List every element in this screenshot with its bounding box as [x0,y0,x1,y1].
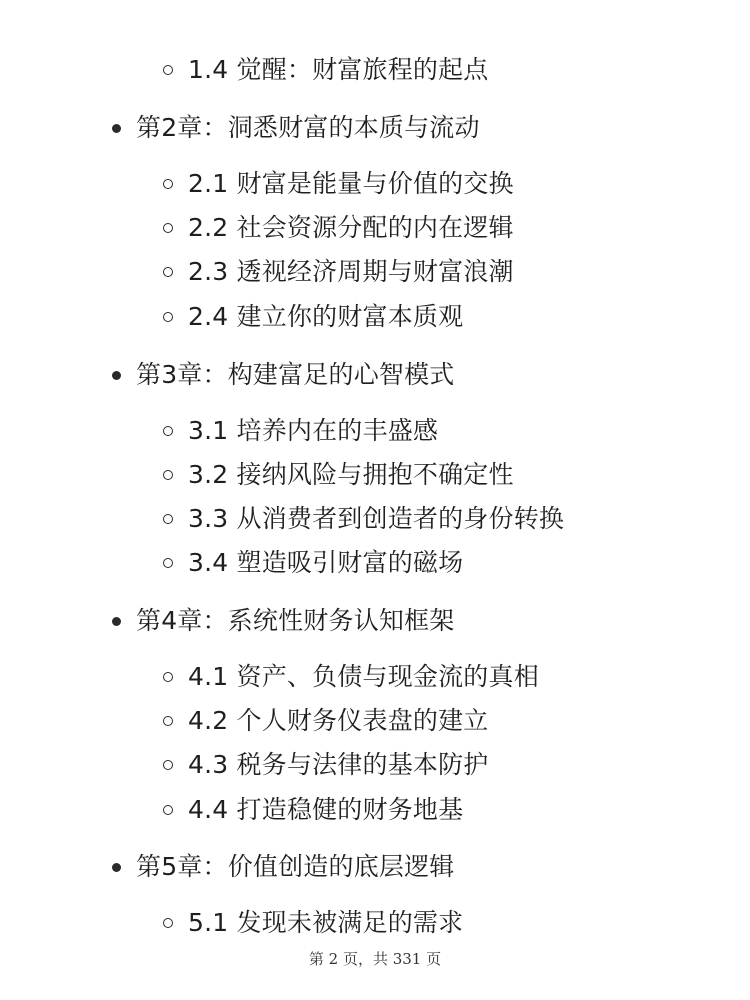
section-title: 2.1 财富是能量与价值的交换 [188,169,514,198]
hollow-bullet-icon [163,514,173,524]
toc-section-item [0,297,463,337]
hollow-bullet-icon [163,312,173,322]
hollow-bullet-icon [163,558,173,568]
hollow-bullet-icon [163,179,173,189]
section-title: 1.4 觉醒：财富旅程的起点 [188,55,489,84]
hollow-bullet-icon [163,223,173,233]
hollow-bullet-icon [163,716,173,726]
hollow-bullet-icon [163,805,173,815]
toc-section-item [0,208,514,248]
chapter-title: 第5章：价值创造的底层逻辑 [136,852,455,881]
section-title: 3.1 培养内在的丰盛感 [188,416,439,445]
section-title: 3.4 塑造吸引财富的磁场 [188,548,464,577]
filled-bullet-icon [112,617,121,626]
toc-chapter-item [0,355,455,395]
section-title: 2.2 社会资源分配的内在逻辑 [188,213,514,242]
toc-section-item [0,790,463,830]
toc-section-item [0,745,489,785]
hollow-bullet-icon [163,267,173,277]
section-title: 2.4 建立你的财富本质观 [188,302,464,331]
toc-section-item [0,499,564,539]
section-title: 3.2 接纳风险与拥抱不确定性 [188,460,514,489]
hollow-bullet-icon [163,918,173,928]
toc-section-item [0,252,514,292]
section-title: 4.3 税务与法律的基本防护 [188,750,489,779]
chapter-title: 第2章：洞悉财富的本质与流动 [136,113,480,142]
toc-section-item [0,164,514,204]
toc-chapter-item [0,601,455,641]
toc-section-item [0,455,514,495]
toc-section-item [0,701,489,741]
toc-section-item [0,903,463,943]
page-footer: 第 2 页，共 331 页 [308,950,442,968]
toc-section-item [0,50,489,90]
hollow-bullet-icon [163,470,173,480]
hollow-bullet-icon [163,672,173,682]
chapter-title: 第3章：构建富足的心智模式 [136,360,455,389]
section-title: 2.3 透视经济周期与财富浪潮 [188,257,514,286]
toc-section-item [0,411,438,451]
section-title: 3.3 从消费者到创造者的身份转换 [188,504,565,533]
toc-chapter-item [0,108,480,148]
section-title: 4.4 打造稳健的财务地基 [188,795,464,824]
hollow-bullet-icon [163,760,173,770]
section-title: 5.1 发现未被满足的需求 [188,908,464,937]
filled-bullet-icon [112,371,121,380]
section-title: 4.1 资产、负债与现金流的真相 [188,662,539,691]
chapter-title: 第4章：系统性财务认知框架 [136,606,455,635]
hollow-bullet-icon [163,426,173,436]
toc-section-item [0,657,539,697]
hollow-bullet-icon [163,65,173,75]
toc-chapter-item [0,847,455,887]
toc-section-item [0,543,463,583]
section-title: 4.2 个人财务仪表盘的建立 [188,706,489,735]
filled-bullet-icon [112,863,121,872]
filled-bullet-icon [112,124,121,133]
